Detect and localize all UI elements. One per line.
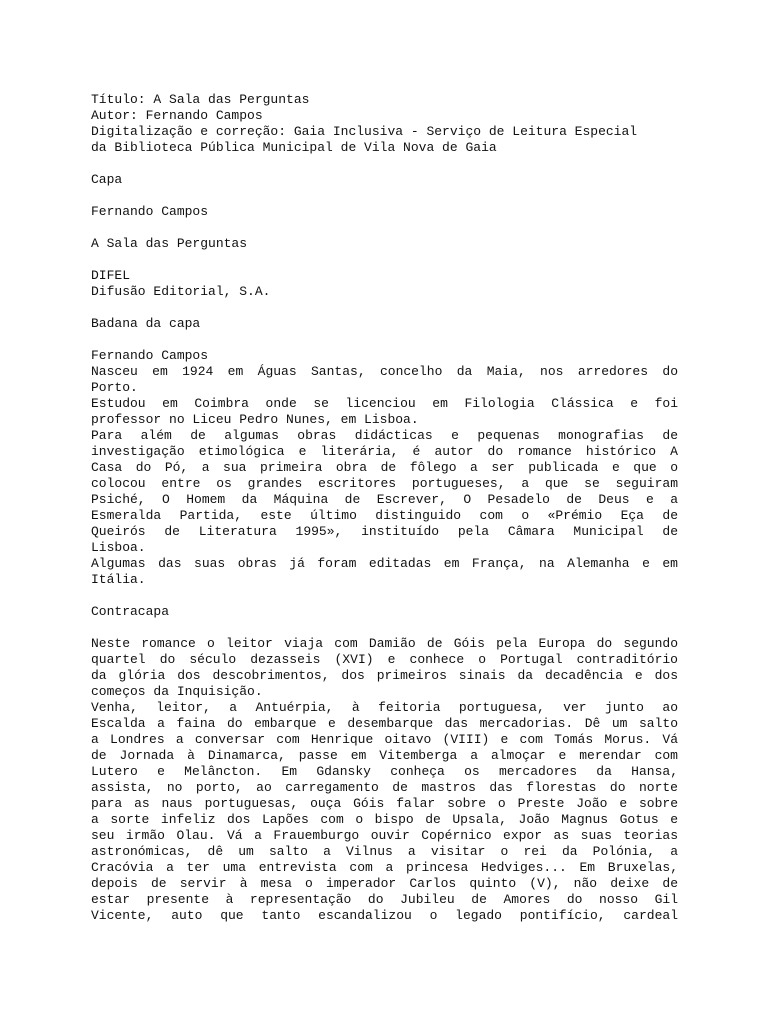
synopsis-line: astronómicas, dê um salto a Vilnus a visitar o rei da Polónia, a [91,844,678,859]
bio-line: Esmeralda Partida, este último distinguido com o «Prémio Eça de [91,508,678,523]
synopsis-line: depois de servir à mesa o imperador Carlos quinto (V), não deixe de [91,876,678,891]
bio-line: Queirós de Literatura 1995», instituído pela Câmara Municipal de [91,524,678,539]
bio-line: Estudou em Coimbra onde se licenciou em Filologia Clássica e foi [91,396,678,411]
synopsis-line: de Jornada à Dinamarca, passe em Vitemberga a almoçar e merendar com [91,748,678,763]
synopsis-line: quartel do século dezasseis (XVI) e conhece o Portugal contraditório [91,652,678,667]
synopsis-line: Cracóvia a ter uma entrevista com a princesa Hedviges... Em Bruxelas, [91,860,678,875]
bio-line: Porto. [91,380,138,395]
cover-heading: Capa [91,172,123,187]
flap-name: Fernando Campos [91,348,209,363]
bio-line: investigação etimológica e literária, é autor do romance histórico A [91,444,678,459]
publisher-full: Difusão Editorial, S.A. [91,284,271,299]
bio-line: Nasceu em 1924 em Águas Santas, concelho da Maia, nos arredores do [91,364,678,379]
synopsis-line: estar presente à representação do Jubileu de Amores do nosso Gil [91,892,678,907]
synopsis-line: Neste romance o leitor viaja com Damião de Góis pela Europa do segundo [91,636,678,651]
synopsis-line: da glória dos descobrimentos, dos primeiros sinais da decadência e dos [91,668,678,683]
bio-line: Algumas das suas obras já foram editadas em França, na Alemanha e em [91,556,678,571]
bio-line: Psiché, O Homem da Máquina de Escrever, O Pesadelo de Deus e a [91,492,678,507]
document-page [91,92,678,924]
synopsis-line: começos da Inquisição. [91,684,263,699]
synopsis-line: assista, no porto, ao carregamento de mastros das florestas do norte [91,780,678,795]
metadata-block [91,92,678,156]
publisher-short: DIFEL [91,268,131,283]
title-line: Título: A Sala das Perguntas [91,92,310,107]
back-cover-heading: Contracapa [91,604,170,619]
cover-author: Fernando Campos [91,204,209,219]
bio-line: Casa do Pó, a sua primeira obra de fôlego a ser publicada e que o [91,460,678,475]
flap-heading: Badana da capa [91,316,201,331]
bio-line: colocou entre os grandes escritores portugueses, a que se seguiram [91,476,678,491]
digitization-line: da Biblioteca Pública Municipal de Vila Nova de Gaia [91,140,497,155]
synopsis-line: seu irmão Olau. Vá a Frauemburgo ouvir Copérnico expor as suas teorias [91,828,678,843]
synopsis-line: Venha, leitor, a Antuérpia, à feitoria portuguesa, ver junto ao [91,700,678,715]
digitization-line: Digitalização e correção: Gaia Inclusiva - Serviço de Leitura Especial [91,124,638,139]
bio-line: Para além de algumas obras didácticas e pequenas monografias de [91,428,678,443]
back-cover-text [91,636,678,924]
synopsis-line: para as naus portuguesas, ouça Góis falar sobre o Preste João e sobre [91,796,678,811]
synopsis-line: a sorte infeliz dos Lapões com o bispo de Upsala, João Magnus Gotus e [91,812,678,827]
cover-book-title: A Sala das Perguntas [91,236,248,251]
synopsis-line: Escalda a faina do embarque e desembarque das mercadorias. Dê um salto [91,716,678,731]
bio-line: professor no Liceu Pedro Nunes, em Lisboa. [91,412,419,427]
bio-line: Lisboa. [91,540,146,555]
synopsis-line: Lutero e Melâncton. Em Gdansky conheça os mercadores da Hansa, [91,764,678,779]
synopsis-line: a Londres a conversar com Henrique oitavo (VIII) e com Tomás Morus. Vá [91,732,678,747]
author-bio [91,364,678,588]
synopsis-line: Vicente, auto que tanto escandalizou o legado pontifício, cardeal [91,908,678,923]
author-line: Autor: Fernando Campos [91,108,263,123]
bio-line: Itália. [91,572,146,587]
